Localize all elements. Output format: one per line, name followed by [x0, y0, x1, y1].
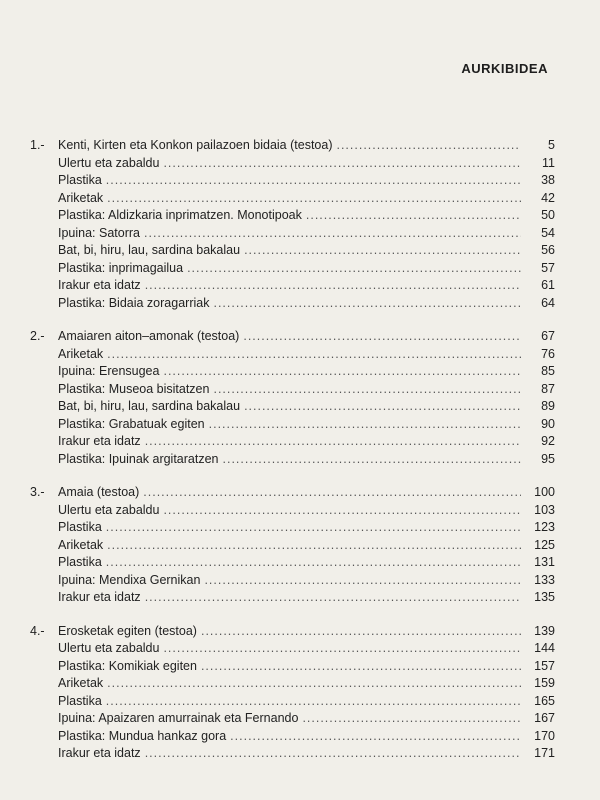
- entry-title: Plastika: Museoa bisitatzen: [58, 381, 210, 396]
- entry-page-number: 57: [541, 260, 555, 275]
- toc-entry: [30, 137, 555, 155]
- entry-page-number: 54: [541, 225, 555, 240]
- dot-leader: [243, 328, 521, 346]
- toc-entry-line: [58, 693, 555, 711]
- toc-entry-line: [58, 519, 555, 537]
- toc-entry: [30, 484, 555, 502]
- dot-leader: [106, 519, 521, 537]
- entry-page-number: 95: [541, 451, 555, 466]
- toc-entry: [30, 172, 555, 190]
- toc-entry: [30, 728, 555, 746]
- toc-entry: [30, 572, 555, 590]
- toc-entry: [30, 242, 555, 260]
- entry-title: Bat, bi, hiru, lau, sardina bakalau: [58, 399, 241, 413]
- entry-page-number: 123: [534, 520, 555, 534]
- toc-entry-line: [58, 658, 555, 676]
- dot-leader: [244, 242, 521, 260]
- dot-leader: [143, 484, 521, 502]
- dot-leader: [209, 416, 521, 434]
- toc-entry: [30, 710, 555, 728]
- dot-leader: [201, 658, 521, 676]
- toc-entry: [30, 363, 555, 381]
- dot-leader: [306, 207, 521, 225]
- toc-entry: [30, 623, 555, 641]
- section-number: 1.-: [30, 138, 45, 152]
- dot-leader: [145, 277, 521, 295]
- entry-title: Ulertu eta zabaldu: [58, 641, 160, 655]
- toc-entry-line: [58, 207, 555, 225]
- dot-leader: [163, 640, 521, 658]
- dot-leader: [145, 433, 521, 451]
- dot-leader: [302, 710, 521, 728]
- dot-leader: [223, 451, 521, 469]
- dot-leader: [213, 381, 521, 399]
- toc-section: [30, 137, 555, 312]
- entry-page-number: 157: [534, 658, 555, 673]
- dot-leader: [145, 745, 521, 763]
- toc-entry: [30, 451, 555, 469]
- entry-title: Irakur eta idatz: [58, 590, 141, 604]
- entry-title: Ariketak: [58, 537, 104, 552]
- toc-entry-line: [58, 277, 555, 295]
- toc-entry: [30, 225, 555, 243]
- toc-section: [30, 623, 555, 763]
- toc-entry-line: [58, 381, 555, 399]
- entry-title: Plastika: [58, 520, 102, 534]
- entry-title: Ulertu eta zabaldu: [58, 155, 160, 170]
- entry-page-number: 38: [541, 173, 555, 187]
- entry-title: Plastika: Grabatuak egiten: [58, 416, 205, 431]
- toc-entry: [30, 675, 555, 693]
- dot-leader: [163, 502, 521, 520]
- entry-title: Ipuina: Erensugea: [58, 364, 160, 378]
- entry-title: Irakur eta idatz: [58, 746, 141, 760]
- dot-leader: [106, 554, 521, 572]
- entry-page-number: 133: [534, 572, 555, 587]
- toc-entry-line: [58, 398, 555, 416]
- toc-entry: [30, 346, 555, 364]
- entry-title: Ariketak: [58, 190, 104, 205]
- entry-page-number: 67: [541, 329, 555, 343]
- toc-entry-line: [58, 745, 555, 763]
- dot-leader: [145, 589, 521, 607]
- toc-entry: [30, 155, 555, 173]
- toc-entry-line: [58, 363, 555, 381]
- entry-page-number: 135: [534, 590, 555, 604]
- entry-title: Plastika: [58, 173, 102, 187]
- toc-entry: [30, 589, 555, 607]
- toc-entry-line: [58, 675, 555, 693]
- entry-title: Plastika: Bidaia zoragarriak: [58, 295, 210, 310]
- dot-leader: [336, 137, 521, 155]
- toc-entry: [30, 207, 555, 225]
- toc-entry-line: [58, 554, 555, 572]
- entry-page-number: 131: [534, 555, 555, 569]
- entry-title: Ipuina: Mendixa Gernikan: [58, 572, 201, 587]
- dot-leader: [106, 693, 521, 711]
- toc-entry: [30, 554, 555, 572]
- toc-entry: [30, 640, 555, 658]
- toc-entry-line: [58, 710, 555, 728]
- entry-title: Ariketak: [58, 676, 104, 690]
- entry-page-number: 56: [541, 243, 555, 257]
- toc-entry-line: [58, 537, 555, 555]
- toc-entry: [30, 416, 555, 434]
- dot-leader: [163, 155, 521, 173]
- entry-title: Plastika: Mundua hankaz gora: [58, 728, 227, 743]
- entry-page-number: 50: [541, 208, 555, 222]
- toc-entry-line: [58, 172, 555, 190]
- entry-page-number: 144: [534, 641, 555, 655]
- toc-entry-line: [58, 640, 555, 658]
- dot-leader: [204, 572, 521, 590]
- toc-section: [30, 328, 555, 468]
- toc-entry-line: [58, 416, 555, 434]
- dot-leader: [107, 190, 521, 208]
- dot-leader: [163, 363, 521, 381]
- entry-title: Irakur eta idatz: [58, 278, 141, 292]
- entry-title: Plastika: Ipuinak argitaratzen: [58, 451, 219, 466]
- entry-title: Plastika: Komikiak egiten: [58, 658, 197, 673]
- entry-page-number: 61: [541, 278, 555, 292]
- dot-leader: [201, 623, 521, 641]
- entry-page-number: 89: [541, 399, 555, 413]
- section-number: 3.-: [30, 485, 45, 499]
- entry-page-number: 103: [534, 502, 555, 517]
- entry-page-number: 100: [534, 485, 555, 499]
- toc-entry: [30, 519, 555, 537]
- toc-entry: [30, 295, 555, 313]
- table-of-contents: [30, 137, 555, 763]
- toc-entry-line: [58, 225, 555, 243]
- entry-title: Ulertu eta zabaldu: [58, 502, 160, 517]
- entry-title: Bat, bi, hiru, lau, sardina bakalau: [58, 243, 241, 257]
- toc-entry-line: [58, 346, 555, 364]
- toc-entry: [30, 693, 555, 711]
- entry-title: Amaiaren aiton–amonak (testoa): [58, 329, 240, 343]
- toc-entry-line: [58, 728, 555, 746]
- entry-title: Plastika: [58, 693, 102, 708]
- toc-entry-line: [58, 155, 555, 173]
- entry-title: Amaia (testoa): [58, 485, 140, 499]
- toc-entry-line: [58, 242, 555, 260]
- dot-leader: [187, 260, 521, 278]
- toc-entry-line: [58, 502, 555, 520]
- entry-page-number: 42: [541, 190, 555, 205]
- dot-leader: [107, 537, 521, 555]
- toc-entry-line: [58, 623, 555, 641]
- section-number: 2.-: [30, 329, 45, 343]
- entry-page-number: 171: [534, 746, 555, 760]
- entry-page-number: 76: [541, 346, 555, 361]
- toc-entry-line: [58, 295, 555, 313]
- toc-entry-line: [58, 137, 555, 155]
- entry-page-number: 125: [534, 537, 555, 552]
- entry-title: Ipuina: Apaizaren amurrainak eta Fernando: [58, 711, 299, 725]
- entry-title: Erosketak egiten (testoa): [58, 623, 197, 638]
- entry-page-number: 85: [541, 364, 555, 378]
- entry-page-number: 92: [541, 434, 555, 448]
- section-number: 4.-: [30, 623, 45, 638]
- toc-entry-line: [58, 451, 555, 469]
- toc-entry: [30, 537, 555, 555]
- dot-leader: [213, 295, 521, 313]
- dot-leader: [107, 675, 521, 693]
- toc-entry: [30, 328, 555, 346]
- entry-page-number: 159: [534, 676, 555, 690]
- toc-entry-line: [58, 589, 555, 607]
- entry-page-number: 170: [534, 728, 555, 743]
- entry-page-number: 90: [541, 416, 555, 431]
- toc-entry: [30, 658, 555, 676]
- entry-page-number: 167: [534, 711, 555, 725]
- entry-title: Plastika: [58, 555, 102, 569]
- entry-title: Kenti, Kirten eta Konkon pailazoen bidaia (testoa): [58, 138, 333, 152]
- entry-page-number: 139: [534, 623, 555, 638]
- toc-section: [30, 484, 555, 607]
- dot-leader: [106, 172, 521, 190]
- toc-entry: [30, 433, 555, 451]
- toc-entry-line: [58, 484, 555, 502]
- toc-entry: [30, 745, 555, 763]
- toc-entry: [30, 260, 555, 278]
- toc-entry-line: [58, 433, 555, 451]
- toc-entry-line: [58, 190, 555, 208]
- entry-title: Plastika: inprimagailua: [58, 260, 184, 275]
- entry-page-number: 64: [541, 295, 555, 310]
- entry-page-number: 5: [548, 138, 555, 152]
- toc-entry: [30, 190, 555, 208]
- entry-title: Ariketak: [58, 346, 104, 361]
- entry-page-number: 11: [542, 155, 555, 170]
- entry-title: Ipuina: Satorra: [58, 225, 140, 240]
- dot-leader: [144, 225, 521, 243]
- entry-page-number: 165: [534, 693, 555, 708]
- dot-leader: [107, 346, 521, 364]
- toc-entry: [30, 381, 555, 399]
- toc-entry-line: [58, 328, 555, 346]
- toc-entry-line: [58, 572, 555, 590]
- dot-leader: [244, 398, 521, 416]
- page-title: AURKIBIDEA: [461, 61, 548, 76]
- toc-entry: [30, 398, 555, 416]
- dot-leader: [230, 728, 521, 746]
- toc-entry-line: [58, 260, 555, 278]
- toc-entry: [30, 277, 555, 295]
- entry-title: Irakur eta idatz: [58, 434, 141, 448]
- entry-page-number: 87: [541, 381, 555, 396]
- toc-entry: [30, 502, 555, 520]
- entry-title: Plastika: Aldizkaria inprimatzen. Monotipoak: [58, 208, 302, 222]
